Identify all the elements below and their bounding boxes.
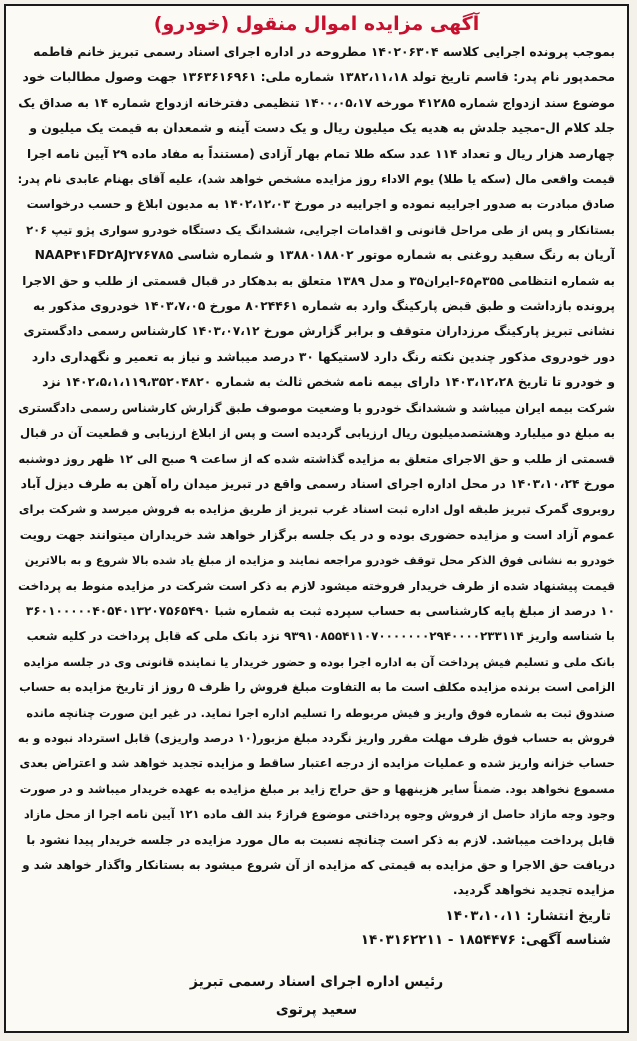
body-line: بموجب پرونده اجرایی کلاسه ۱۴۰۲۰۶۳۰۴ مطروحه در اداره اجرای اسناد رسمی تبریز خانم فاطمه <box>33 45 615 59</box>
body-line: ۱۰ درصد از مبلغ پایه کارشناسی به حساب سپرده ثبت به شماره شبا ۳۶۰۱۰۰۰۰۰۴۰۵۴۰۱۳۲۰۷۵۶۵۴۹۰ <box>25 603 615 618</box>
body-line: و خودرو تا تاریخ ۱۴۰۳،۱۲،۲۸ دارای بیمه نامه شخص ثالث به شماره ۱۴۰۲،۵،۱،۱۱۹،۳۵۲۰۴۸۲۰ نزد <box>42 375 615 390</box>
notice-title: آگهی مزایده اموال منقول (خودرو) <box>153 13 480 35</box>
body-line: حساب خزانه واریز شده و عملیات مزایده از درجه اعتبار ساقط و مزایده تجدید خواهد شد و اعتراض بعدی <box>19 756 615 771</box>
body-line: به شماره انتظامی ۳۵۵م۶۵-ایران۳۵ و مدل ۱۳۸۹ متعلق به بدهکار در قبال قسمتی از طلب و حق الاجرا <box>22 273 615 288</box>
body-line: وجود وجه مازاد حاصل از فروش وجوه پرداختی موضوع فراز۶ بند الف ماده ۱۲۱ آیین نامه اجرا از محل مازاد <box>23 808 615 822</box>
body-line: دور خودروی مذکور چندین نکته رنگ دارد لاستیکها ۳۰ درصد میباشد و نیاز به تعمیر و نگهداری دارد <box>31 349 615 364</box>
body-line: چهارصد هزار ریال و تعداد ۱۱۴ عدد سکه طلا تمام بهار آزادی (مستنداً به مفاد ماده ۲۹ آیین نامه اجرا <box>27 146 615 161</box>
body-line: پرونده بازداشت و طبق قبض پارکینگ وارد به شماره ۸۰۲۴۴۶۱ مورخ ۱۴۰۳،۷،۰۵ خودروی مذکور به <box>33 299 615 314</box>
signature-block <box>12 968 621 1024</box>
body-line: آریان به رنگ سفید روغنی به شماره موتور ۱۳۸۸۰۱۸۸۰۲ و شماره شاسی NAAP۴۱FD۲AJ۲۷۶۷۸۵ <box>34 248 615 263</box>
body-line: صندوق ثبت به شماره فوق واریز و فیش مربوطه را تسلیم اداره اجرا نماید. در غیر این صورت چنانچه مانده <box>26 706 615 720</box>
body-line: قابل پرداخت میباشد. لازم به ذکر است چنانچه نسبت به مال مورد مزایده در جلسه خریدار پیدا نشود با <box>26 832 615 847</box>
body-line: دریافت حق الاجرا و حق مزایده به قیمتی که مزایده از آن شروع میشود به بستانکار واگذار خواهد شد و <box>22 858 615 872</box>
body-line: موضوع سند ازدواج شماره ۴۱۲۸۵ مورخه ۱۴۰۰،۰۵،۱۷ تنظیمی دفترخانه ازدواج شماره ۱۴ به صداق یک <box>18 95 615 110</box>
body-line: مزایده تجدید نخواهد گردید. <box>452 883 615 898</box>
notice-frame <box>4 4 629 1033</box>
body-line: به مبلغ دو میلیارد وهشتصدمیلیون ریال ارزیابی گردیده است و پس از ابلاغ ارزیابی و قطعیت آن در قبال <box>20 426 615 441</box>
body-line: روبروی گمرک تبریز طبقه اول اداره ثبت اسناد غرب تبریز از طریق مزایده به فروش میرسد و شرکت برای <box>18 502 615 517</box>
body-line: عموم آزاد است و مزایده حضوری بوده و در یک جلسه برگزار خواهد شد خریداران میتوانند جهت رویت <box>19 527 615 542</box>
notice-content <box>12 10 621 1027</box>
body-line: مسموع نخواهد بود. ضمناً سایر هزینهها و حق حراج زاید بر مبلغ مزایده به عهده خریدار میباشد و در صورت <box>19 781 615 796</box>
body-line: الزامی است برنده مزایده مکلف است ما به التفاوت مبلغ فروش را ظرف ۵ روز از تاریخ مزایده به حساب <box>19 680 615 695</box>
body-line: خودرو به نشانی فوق الذکر محل توقف خودرو مراجعه نمایند و مزایده از مبلغ یاد شده بالا شروع و به بالاترین <box>24 554 615 568</box>
publish-date: تاریخ انتشار: ۱۴۰۳،۱۰،۱۱ <box>445 907 611 924</box>
body-line: محمدپور نام پدر: قاسم تاریخ تولد ۱۳۸۲،۱۱،۱۸ شماره ملی: ۱۳۶۳۶۱۶۹۶۱ جهت وصول مطالبات خود <box>22 70 615 85</box>
body-line: قسمتی از طلب و حق الاجرای متعلق به مزایده گذاشته شده که از ساعت ۹ صبح الی ۱۲ ظهر روز دوشنبه <box>18 451 615 466</box>
body-line: قیمت واقعی مال (سکه یا طلا) یوم الاداء روز مزایده مشخص خواهد شد)، علیه آقای بهنام عابدی نام پدر: <box>18 172 615 187</box>
body-line: مورخ ۱۴۰۳،۱۰،۲۴ در محل اداره اجرای اسناد رسمی واقع در تبریز میدان راه آهن به طرف دیزل آباد <box>20 476 615 491</box>
body-line: بستانکار و پس از طی مراحل قانونی و اقدامات اجرایی، ششدانگ یک دستگاه خودرو سواری پژو تیپ ۲۰۶ <box>26 222 615 237</box>
body-line: فروش به حساب فوق ظرف مهلت مقرر واریز نگردد مبلغ مزبور(۱۰ درصد واریزی) قابل استرداد نبوده و به <box>18 730 615 745</box>
body-line: صادق مبادرت به صدور اجراییه نموده و اجراییه در مورخ ۱۴۰۲،۱۲،۰۳ به مدیون ابلاغ و حسب درخواست <box>26 197 615 212</box>
ad-id: شناسه آگهی: ۱۸۵۴۴۷۶ - ۱۴۰۳۱۶۲۲۱۱ <box>360 931 611 948</box>
body-line: شرکت بیمه ایران میباشد و ششدانگ خودرو با وضعیت موصوف طبق گزارش کارشناس رسمی دادگستری <box>18 400 615 415</box>
signer-title: رئیس اداره اجرای اسناد رسمی تبریز <box>189 973 444 990</box>
body-line: جلد کلام ال-مجید جلدش به هدیه یک میلیون ریال و یک دست آینه و شمعدان به قیمت یک میلیون و <box>29 121 615 136</box>
body-line: قیمت پیشنهاد شده از طرف خریدار فروخته میشود لازم به ذکر است شرکت در مزایده منوط به پرداخت <box>18 578 615 593</box>
body-line: نشانی تبریز پارکینگ مرزداران متوقف و برابر گزارش مورخ ۱۴۰۳،۰۷،۱۲ کارشناس رسمی دادگستری <box>23 324 615 339</box>
body-line: با شناسه واریز ۹۳۹۱۰۸۵۵۴۱۱۰۷۰۰۰۰۰۰۰۲۹۴۰۰۰۰۲۳۳۱۱۴ نزد بانک ملی که قابل پرداخت در کلیه شعب <box>26 629 615 644</box>
body-line: بانک ملی و تسلیم فیش پرداخت آن به اداره اجرا بوده و حضور خریدار یا نماینده قانونی وی در جلسه مزایده <box>23 655 615 669</box>
signer-name: سعید پرتوی <box>275 1001 358 1018</box>
notice-body <box>12 40 621 904</box>
